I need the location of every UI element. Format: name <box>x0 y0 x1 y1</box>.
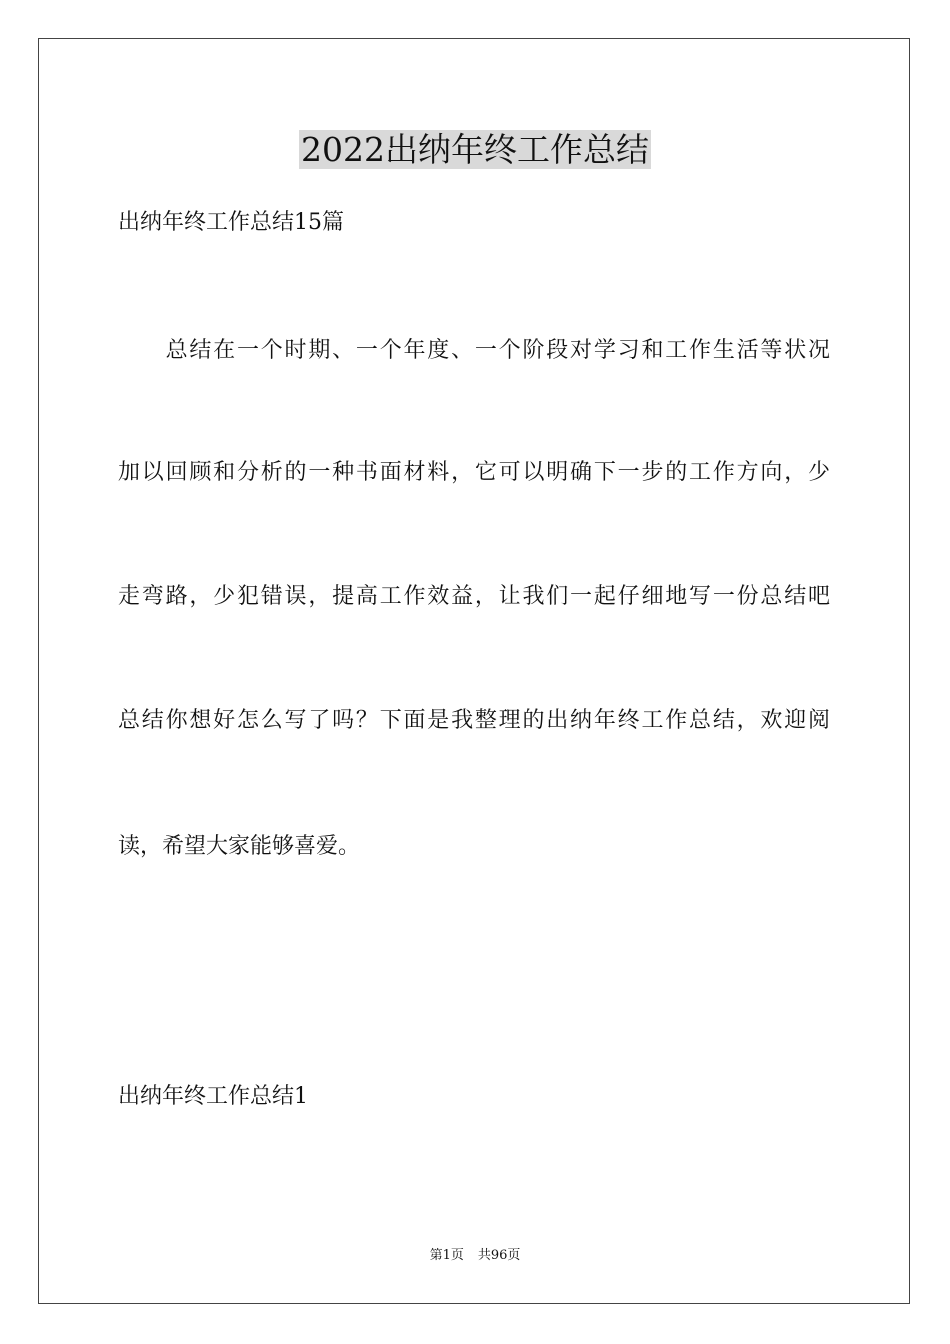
page-number: 第1页 <box>429 1248 464 1263</box>
intro-line-4: 总结你想好怎么写了吗？下面是我整理的出纳年终工作总结，欢迎阅 <box>118 708 830 733</box>
page-footer <box>0 1247 950 1265</box>
intro-line-2: 加以回顾和分析的一种书面材料，它可以明确下一步的工作方向，少 <box>118 460 830 485</box>
document-title-text: 2022出纳年终工作总结 <box>301 130 649 169</box>
intro-line-5: 读，希望大家能够喜爱。 <box>118 834 361 859</box>
section-heading: 出纳年终工作总结1 <box>118 1084 308 1109</box>
intro-line-1: 总结在一个时期、一个年度、一个阶段对学习和工作生活等状况 <box>118 338 830 363</box>
document-title <box>0 130 950 170</box>
intro-line-3: 走弯路，少犯错误，提高工作效益，让我们一起仔细地写一份总结吧 <box>118 584 830 609</box>
page-total: 共96页 <box>477 1248 521 1263</box>
document-subtitle: 出纳年终工作总结15篇 <box>118 210 344 235</box>
